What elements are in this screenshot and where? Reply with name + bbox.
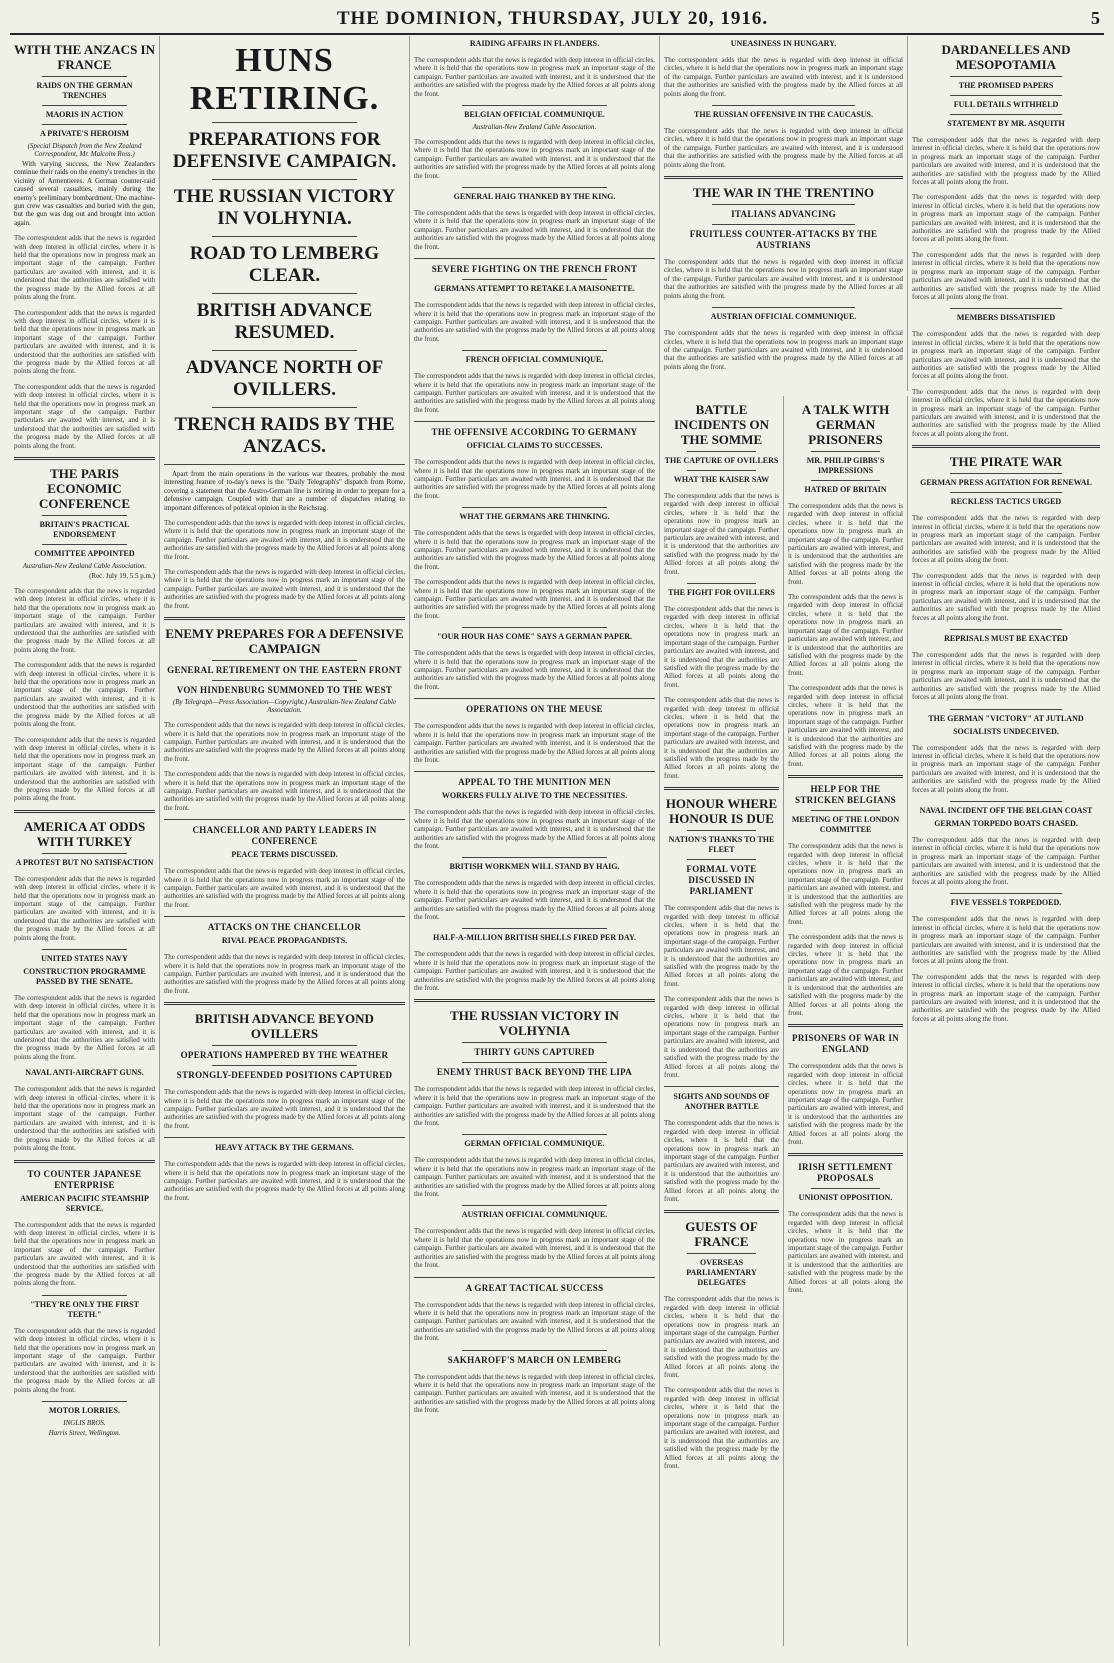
headline-anzacs: WITH THE ANZACS IN FRANCE	[14, 42, 155, 72]
column-3: RAIDING AFFAIRS IN FLANDERS. The correspondent adds that the news is regarded with deep interest in official circles, where it is held that the operations now in progress mark an important stage of the campaign. Further particulars are awaited with interest, and it is understood that the authorities are satisfied with the progress made by the Allied forces at all points along the front. BELGIAN OFFICIAL COMMUNIQUE. Australian-New Zealand Cable Association. The correspondent adds that the news is regarded with deep interest in official circles, where it is held that the operations now in progress mark an important stage of the campaign. Further particulars are awaited with interest, and it is understood that the authorities are satisfied with the progress made by the Allied forces at all points along the front. GENERAL HAIG THANKED BY THE KING. The correspondent adds that the news is regarded with deep interest in official circles, where it is held that the operations now in progress mark an important stage of the campaign. Further particulars are awaited with interest, and it is understood that the authorities are satisfied with the progress made by the Allied forces at all points along the front. SEVERE FIGHTING ON THE FRENCH FRONT GERMANS ATTEMPT TO RETAKE LA MAISONETTE. The correspondent adds that the news is regarded with deep interest in official circles, where it is held that the operations now in progress mark an important stage of the campaign. Further particulars are awaited with interest, and it is understood that the authorities are satisfied with the progress made by the Allied forces at all points along the front. FRENCH OFFICIAL COMMUNIQUE. The correspondent adds that the news is regarded with deep interest in official circles, where it is held that the operations now in progress mark an important stage of the campaign. Further particulars are awaited with interest, and it is understood that the authorities are satisfied with the progress made by the Allied forces at all points along the front. THE OFFENSIVE ACCORDING TO GERMANY OFFICIAL CLAIMS TO SUCCESSES. The correspondent adds that the news is regarded with deep interest in official circles, where it is held that the operations now in progress mark an important stage of the campaign. Further particulars are awaited with interest, and it is understood that the authorities are satisfied with the progress made by the Allied forces at all points along the front. WHAT THE GERMANS ARE THINKING. The correspondent adds that the news is regarded with deep interest in official circles, where it is held that the operations now in progress mark an important stage of the campaign. Further particulars are awaited with interest, and it is understood that the authorities are satisfied with the progress made by the Allied forces at all points along the front. The correspondent adds that the news is regarded with deep interest in official circles, where it is held that the operations now in progress mark an important stage of the campaign. Further particulars are awaited with interest, and it is understood that the authorities are satisfied with the progress made by the Allied forces at all points along the front. "OUR HOUR HAS COME" SAYS A GERMAN PAPER. The correspondent adds that the news is regarded with deep interest in official circles, where it is held that the operations now in progress mark an important stage of the campaign. Further particulars are awaited with interest, and it is understood that the authorities are satisfied with the progress made by the Allied forces at all points along the front. OPERATIONS ON THE MEUSE The correspondent adds that the news is regarded with deep interest in official circles, where it is held that the operations now in progress mark an important stage of the campaign. Further particulars are awaited with interest, and it is understood that the authorities are satisfied with the progress made by the Allied forces at all points along the front. APPEAL TO THE MUNITION MEN WORKERS FULLY ALIVE TO THE NECESSITIES. The correspondent adds that the news is regarded with deep interest in official circles, where it is held that the operations now in progress mark an important stage of the campaign. Further particulars are awaited with interest, and it is understood that the authorities are satisfied with the progress made by the Allied forces at all points along the front. BRITISH WORKMEN WILL STAND BY HAIG. The correspondent adds that the news is regarded with deep interest in official circles, where it is held that the operations now in progress mark an important stage of the campaign. Further particulars are awaited with interest, and it is understood that the authorities are satisfied with the progress made by the Allied forces at all points along the front. HALF-A-MILLION BRITISH SHELLS FIRED PER DAY. The correspondent adds that the news is regarded with deep interest in official circles, where it is held that the operations now in progress mark an important stage of the campaign. Further particulars are awaited with interest, and it is understood that the authorities are satisfied with the progress made by the Allied forces at all points along the front. THE RUSSIAN VICTORY IN VOLHYNIA THIRTY GUNS CAPTURED ENEMY THRUST BACK BEYOND THE LIPA The correspondent adds that the news is regarded with deep interest in official circles, where it is held that the operations now in progress mark an important stage of the campaign. Further particulars are awaited with interest, and it is understood that the authorities are satisfied with the progress made by the Allied forces at all points along the front. GERMAN OFFICIAL COMMUNIQUE. The correspondent adds that the news is regarded with deep interest in official circles, where it is held that the operations now in progress mark an important stage of the campaign. Further particulars are awaited with interest, and it is understood that the authorities are satisfied with the progress made by the Allied forces at all points along the front. AUSTRIAN OFFICIAL COMMUNIQUE. The correspondent adds that the news is regarded with deep interest in official circles, where it is held that the operations now in progress mark an important stage of the campaign. Further particulars are awaited with interest, and it is understood that the authorities are satisfied with the progress made by the Allied forces at all points along the front. A GREAT TACTICAL SUCCESS The correspondent adds that the news is regarded with deep interest in official circles, where it is held that the operations now in progress mark an important stage of the campaign. Further particulars are awaited with interest, and it is understood that the authorities are satisfied with the progress made by the Allied forces at all points along the front. SAKHAROFF'S MARCH ON LEMBERG The correspondent adds that the news is regarded with deep interest in official circles, where it is held that the operations now in progress mark an important stage of the campaign. Further particulars are awaited with interest, and it is understood that the authorities are satisfied with the progress made by the Allied forces at all points along the front.	[410, 36, 660, 1646]
newspaper-page	[10, 6, 1104, 1646]
column-4-5-top: UNEASINESS IN HUNGARY. The correspondent adds that the news is regarded with deep interest in official circles, where it is held that the operations now in progress mark an important stage of the campaign. Further particulars are awaited with interest, and it is understood that the authorities are satisfied with the progress made by the Allied forces at all points along the front. THE RUSSIAN OFFENSIVE IN THE CAUCASUS. The correspondent adds that the news is regarded with deep interest in official circles, where it is held that the operations now in progress mark an important stage of the campaign. Further particulars are awaited with interest, and it is understood that the authorities are satisfied with the progress made by the Allied forces at all points along the front. THE WAR IN THE TRENTINO ITALIANS ADVANCING FRUITLESS COUNTER-ATTACKS BY THE AUSTRIANS The correspondent adds that the news is regarded with deep interest in official circles, where it is held that the operations now in progress mark an important stage of the campaign. Further particulars are awaited with interest, and it is understood that the authorities are satisfied with the progress made by the Allied forces at all points along the front. AUSTRIAN OFFICIAL COMMUNIQUE. The correspondent adds that the news is regarded with deep interest in official circles, where it is held that the operations now in progress mark an important stage of the campaign. Further particulars are awaited with interest, and it is understood that the authorities are satisfied with the progress made by the Allied forces at all points along the front.	[660, 36, 908, 391]
headline-huns-retiring: HUNS RETIRING.	[189, 42, 380, 117]
column-2: HUNS RETIRING. PREPARATIONS FOR DEFENSIVE CAMPAIGN. THE RUSSIAN VICTORY IN VOLHYNIA. ROAD TO LEMBERG CLEAR. BRITISH ADVANCE RESUMED. ADVANCE NORTH OF OVILLERS. TRENCH RAIDS BY THE ANZACS. Apart from the main operations in the various war theatres, probably the most interesting feature of to-day's news is the "Daily Telegraph's" dispatch from Rome, covering a statement that the Austro-German line is retiring in order to prepare for a defensive campaign. Coupled with that are a number of dispatches relating to important differences of political opinion in the Reichstag. The correspondent adds that the news is regarded with deep interest in official circles, where it is held that the operations now in progress mark an important stage of the campaign. Further particulars are awaited with interest, and it is understood that the authorities are satisfied with the progress made by the Allied forces at all points along the front. The correspondent adds that the news is regarded with deep interest in official circles, where it is held that the operations now in progress mark an important stage of the campaign. Further particulars are awaited with interest, and it is understood that the authorities are satisfied with the progress made by the Allied forces at all points along the front. ENEMY PREPARES FOR A DEFENSIVE CAMPAIGN GENERAL RETIREMENT ON THE EASTERN FRONT VON HINDENBURG SUMMONED TO THE WEST (By Telegraph—Press Association—Copyright.) Australian-New Zealand Cable Association. The correspondent adds that the news is regarded with deep interest in official circles, where it is held that the operations now in progress mark an important stage of the campaign. Further particulars are awaited with interest, and it is understood that the authorities are satisfied with the progress made by the Allied forces at all points along the front. The correspondent adds that the news is regarded with deep interest in official circles, where it is held that the operations now in progress mark an important stage of the campaign. Further particulars are awaited with interest, and it is understood that the authorities are satisfied with the progress made by the Allied forces at all points along the front. CHANCELLOR AND PARTY LEADERS IN CONFERENCE PEACE TERMS DISCUSSED. The correspondent adds that the news is regarded with deep interest in official circles, where it is held that the operations now in progress mark an important stage of the campaign. Further particulars are awaited with interest, and it is understood that the authorities are satisfied with the progress made by the Allied forces at all points along the front. ATTACKS ON THE CHANCELLOR RIVAL PEACE PROPAGANDISTS. The correspondent adds that the news is regarded with deep interest in official circles, where it is held that the operations now in progress mark an important stage of the campaign. Further particulars are awaited with interest, and it is understood that the authorities are satisfied with the progress made by the Allied forces at all points along the front. BRITISH ADVANCE BEYOND OVILLERS OPERATIONS HAMPERED BY THE WEATHER STRONGLY-DEFENDED POSITIONS CAPTURED The correspondent adds that the news is regarded with deep interest in official circles, where it is held that the operations now in progress mark an important stage of the campaign. Further particulars are awaited with interest, and it is understood that the authorities are satisfied with the progress made by the Allied forces at all points along the front. HEAVY ATTACK BY THE GERMANS. The correspondent adds that the news is regarded with deep interest in official circles, where it is held that the operations now in progress mark an important stage of the campaign. Further particulars are awaited with interest, and it is understood that the authorities are satisfied with the progress made by the Allied forces at all points along the front.	[160, 36, 410, 1646]
subhead-heroism: A PRIVATE'S HEROISM	[39, 129, 130, 138]
headline-america: AMERICA AT ODDS WITH TURKEY	[23, 818, 146, 849]
page-number: 5	[1091, 8, 1100, 28]
column-6: DARDANELLES AND MESOPOTAMIA THE PROMISED PAPERS FULL DETAILS WITHHELD STATEMENT BY MR. ASQUITH The correspondent adds that the news is regarded with deep interest in official circles, where it is held that the operations now in progress mark an important stage of the campaign. Further particulars are awaited with interest, and it is understood that the authorities are satisfied with the progress made by the Allied forces at all points along the front. The correspondent adds that the news is regarded with deep interest in official circles, where it is held that the operations now in progress mark an important stage of the campaign. Further particulars are awaited with interest, and it is understood that the authorities are satisfied with the progress made by the Allied forces at all points along the front. The correspondent adds that the news is regarded with deep interest in official circles, where it is held that the operations now in progress mark an important stage of the campaign. Further particulars are awaited with interest, and it is understood that the authorities are satisfied with the progress made by the Allied forces at all points along the front. MEMBERS DISSATISFIED The correspondent adds that the news is regarded with deep interest in official circles, where it is held that the operations now in progress mark an important stage of the campaign. Further particulars are awaited with interest, and it is understood that the authorities are satisfied with the progress made by the Allied forces at all points along the front. The correspondent adds that the news is regarded with deep interest in official circles, where it is held that the operations now in progress mark an important stage of the campaign. Further particulars are awaited with interest, and it is understood that the authorities are satisfied with the progress made by the Allied forces at all points along the front. THE PIRATE WAR GERMAN PRESS AGITATION FOR RENEWAL RECKLESS TACTICS URGED The correspondent adds that the news is regarded with deep interest in official circles, where it is held that the operations now in progress mark an important stage of the campaign. Further particulars are awaited with interest, and it is understood that the authorities are satisfied with the progress made by the Allied forces at all points along the front. The correspondent adds that the news is regarded with deep interest in official circles, where it is held that the operations now in progress mark an important stage of the campaign. Further particulars are awaited with interest, and it is understood that the authorities are satisfied with the progress made by the Allied forces at all points along the front. REPRISALS MUST BE EXACTED The correspondent adds that the news is regarded with deep interest in official circles, where it is held that the operations now in progress mark an important stage of the campaign. Further particulars are awaited with interest, and it is understood that the authorities are satisfied with the progress made by the Allied forces at all points along the front. THE GERMAN "VICTORY" AT JUTLAND SOCIALISTS UNDECEIVED. The correspondent adds that the news is regarded with deep interest in official circles, where it is held that the operations now in progress mark an important stage of the campaign. Further particulars are awaited with interest, and it is understood that the authorities are satisfied with the progress made by the Allied forces at all points along the front. NAVAL INCIDENT OFF THE BELGIAN COAST GERMAN TORPEDO BOATS CHASED. The correspondent adds that the news is regarded with deep interest in official circles, where it is held that the operations now in progress mark an important stage of the campaign. Further particulars are awaited with interest, and it is understood that the authorities are satisfied with the progress made by the Allied forces at all points along the front. FIVE VESSELS TORPEDOED. The correspondent adds that the news is regarded with deep interest in official circles, where it is held that the operations now in progress mark an important stage of the campaign. Further particulars are awaited with interest, and it is understood that the authorities are satisfied with the progress made by the Allied forces at all points along the front. The correspondent adds that the news is regarded with deep interest in official circles, where it is held that the operations now in progress mark an important stage of the campaign. Further particulars are awaited with interest, and it is understood that the authorities are satisfied with the progress made by the Allied forces at all points along the front.	[912, 42, 1100, 1023]
subhead-raids: RAIDS ON THE GERMAN TRENCHES	[36, 81, 133, 100]
masthead-title: THE DOMINION, THURSDAY, JULY 20, 1916.	[336, 8, 769, 29]
masthead	[10, 6, 1104, 35]
headline-paris: THE PARIS ECONOMIC CONFERENCE	[38, 466, 130, 511]
column-5: A TALK WITH GERMAN PRISONERS MR. PHILIP GIBBS'S IMPRESSIONS HATRED OF BRITAIN The correspondent adds that the news is regarded with deep interest in official circles, where it is held that the operations now in progress mark an important stage of the campaign. Further particulars are awaited with interest, and it is understood that the authorities are satisfied with the progress made by the Allied forces at all points along the front. The correspondent adds that the news is regarded with deep interest in official circles, where it is held that the operations now in progress mark an important stage of the campaign. Further particulars are awaited with interest, and it is understood that the authorities are satisfied with the progress made by the Allied forces at all points along the front. The correspondent adds that the news is regarded with deep interest in official circles, where it is held that the operations now in progress mark an important stage of the campaign. Further particulars are awaited with interest, and it is understood that the authorities are satisfied with the progress made by the Allied forces at all points along the front. HELP FOR THE STRICKEN BELGIANS MEETING OF THE LONDON COMMITTEE The correspondent adds that the news is regarded with deep interest in official circles, where it is held that the operations now in progress mark an important stage of the campaign. Further particulars are awaited with interest, and it is understood that the authorities are satisfied with the progress made by the Allied forces at all points along the front. The correspondent adds that the news is regarded with deep interest in official circles, where it is held that the operations now in progress mark an important stage of the campaign. Further particulars are awaited with interest, and it is understood that the authorities are satisfied with the progress made by the Allied forces at all points along the front. PRISONERS OF WAR IN ENGLAND The correspondent adds that the news is regarded with deep interest in official circles, where it is held that the operations now in progress mark an important stage of the campaign. Further particulars are awaited with interest, and it is understood that the authorities are satisfied with the progress made by the Allied forces at all points along the front. IRISH SETTLEMENT PROPOSALS UNIONIST OPPOSITION. The correspondent adds that the news is regarded with deep interest in official circles, where it is held that the operations now in progress mark an important stage of the campaign. Further particulars are awaited with interest, and it is understood that the authorities are satisfied with the progress made by the Allied forces at all points along the front.	[784, 396, 908, 1646]
ad-motor-lorries: MOTOR LORRIES.	[49, 1406, 120, 1415]
article-text: With varying success, the New Zealanders continue their raids on the enemy's trenches in the vicinity of Armentieres. A German counter-raid caused several casualties, mainly during the enemy's preliminary bombardment. One machine-gun crew was casualties and buried with the gun, but the gun was dug out and brought into action again.	[14, 160, 155, 227]
column-1: WITH THE ANZACS IN FRANCE RAIDS ON THE GERMAN TRENCHES MAORIS IN ACTION A PRIVATE'S HEROISM (Special Dispatch from the New Zealand Correspondent, Mr. Malcolm Ross.) With varying success, the New Zealanders continue their raids on the enemy's trenches in the vicinity of Armentieres. A German counter-raid caused several casualties, mainly during the enemy's preliminary bombardment. One machine-gun crew was casualties and buried with the gun, but the gun was dug out and brought into action again. The correspondent adds that the news is regarded with deep interest in official circles, where it is held that the operations now in progress mark an important stage of the campaign. Further particulars are awaited with interest, and it is understood that the authorities are satisfied with the progress made by the Allied forces at all points along the front. The correspondent adds that the news is regarded with deep interest in official circles, where it is held that the operations now in progress mark an important stage of the campaign. Further particulars are awaited with interest, and it is understood that the authorities are satisfied with the progress made by the Allied forces at all points along the front. The correspondent adds that the news is regarded with deep interest in official circles, where it is held that the operations now in progress mark an important stage of the campaign. Further particulars are awaited with interest, and it is understood that the authorities are satisfied with the progress made by the Allied forces at all points along the front. THE PARIS ECONOMIC CONFERENCE BRITAIN'S PRACTICAL ENDORSEMENT COMMITTEE APPOINTED Australian-New Zealand Cable Association. (Rec. July 19, 5.5 p.m.) The correspondent adds that the news is regarded with deep interest in official circles, where it is held that the operations now in progress mark an important stage of the campaign. Further particulars are awaited with interest, and it is understood that the authorities are satisfied with the progress made by the Allied forces at all points along the front. The correspondent adds that the news is regarded with deep interest in official circles, where it is held that the operations now in progress mark an important stage of the campaign. Further particulars are awaited with interest, and it is understood that the authorities are satisfied with the progress made by the Allied forces at all points along the front. The correspondent adds that the news is regarded with deep interest in official circles, where it is held that the operations now in progress mark an important stage of the campaign. Further particulars are awaited with interest, and it is understood that the authorities are satisfied with the progress made by the Allied forces at all points along the front. AMERICA AT ODDS WITH TURKEY A PROTEST BUT NO SATISFACTION The correspondent adds that the news is regarded with deep interest in official circles, where it is held that the operations now in progress mark an important stage of the campaign. Further particulars are awaited with interest, and it is understood that the authorities are satisfied with the progress made by the Allied forces at all points along the front. UNITED STATES NAVY CONSTRUCTION PROGRAMME PASSED BY THE SENATE. The correspondent adds that the news is regarded with deep interest in official circles, where it is held that the operations now in progress mark an important stage of the campaign. Further particulars are awaited with interest, and it is understood that the authorities are satisfied with the progress made by the Allied forces at all points along the front. NAVAL ANTI-AIRCRAFT GUNS. The correspondent adds that the news is regarded with deep interest in official circles, where it is held that the operations now in progress mark an important stage of the campaign. Further particulars are awaited with interest, and it is understood that the authorities are satisfied with the progress made by the Allied forces at all points along the front. TO COUNTER JAPANESE ENTERPRISE AMERICAN PACIFIC STEAMSHIP SERVICE. The correspondent adds that the news is regarded with deep interest in official circles, where it is held that the operations now in progress mark an important stage of the campaign. Further particulars are awaited with interest, and it is understood that the authorities are satisfied with the progress made by the Allied forces at all points along the front. "THEY'RE ONLY THE FIRST TEETH." The correspondent adds that the news is regarded with deep interest in official circles, where it is held that the operations now in progress mark an important stage of the campaign. Further particulars are awaited with interest, and it is understood that the authorities are satisfied with the progress made by the Allied forces at all points along the front. MOTOR LORRIES. INGLIS BROS. Harris Street, Wellington.	[10, 36, 160, 1646]
intro: (Special Dispatch from the New Zealand Correspondent, Mr. Malcolm Ross.)	[27, 142, 142, 158]
subhead-maoris: MAORIS IN ACTION	[45, 110, 124, 119]
column-4: BATTLE INCIDENTS ON THE SOMME THE CAPTURE OF OVILLERS WHAT THE KAISER SAW The correspondent adds that the news is regarded with deep interest in official circles, where it is held that the operations now in progress mark an important stage of the campaign. Further particulars are awaited with interest, and it is understood that the authorities are satisfied with the progress made by the Allied forces at all points along the front. THE FIGHT FOR OVILLERS The correspondent adds that the news is regarded with deep interest in official circles, where it is held that the operations now in progress mark an important stage of the campaign. Further particulars are awaited with interest, and it is understood that the authorities are satisfied with the progress made by the Allied forces at all points along the front. The correspondent adds that the news is regarded with deep interest in official circles, where it is held that the operations now in progress mark an important stage of the campaign. Further particulars are awaited with interest, and it is understood that the authorities are satisfied with the progress made by the Allied forces at all points along the front. HONOUR WHERE HONOUR IS DUE NATION'S THANKS TO THE FLEET FORMAL VOTE DISCUSSED IN PARLIAMENT The correspondent adds that the news is regarded with deep interest in official circles, where it is held that the operations now in progress mark an important stage of the campaign. Further particulars are awaited with interest, and it is understood that the authorities are satisfied with the progress made by the Allied forces at all points along the front. The correspondent adds that the news is regarded with deep interest in official circles, where it is held that the operations now in progress mark an important stage of the campaign. Further particulars are awaited with interest, and it is understood that the authorities are satisfied with the progress made by the Allied forces at all points along the front. SIGHTS AND SOUNDS OF ANOTHER BATTLE The correspondent adds that the news is regarded with deep interest in official circles, where it is held that the operations now in progress mark an important stage of the campaign. Further particulars are awaited with interest, and it is understood that the authorities are satisfied with the progress made by the Allied forces at all points along the front. GUESTS OF FRANCE OVERSEAS PARLIAMENTARY DELEGATES The correspondent adds that the news is regarded with deep interest in official circles, where it is held that the operations now in progress mark an important stage of the campaign. Further particulars are awaited with interest, and it is understood that the authorities are satisfied with the progress made by the Allied forces at all points along the front. The correspondent adds that the news is regarded with deep interest in official circles, where it is held that the operations now in progress mark an important stage of the campaign. Further particulars are awaited with interest, and it is understood that the authorities are satisfied with the progress made by the Allied forces at all points along the front.	[660, 396, 784, 1646]
columns	[10, 36, 1104, 1646]
